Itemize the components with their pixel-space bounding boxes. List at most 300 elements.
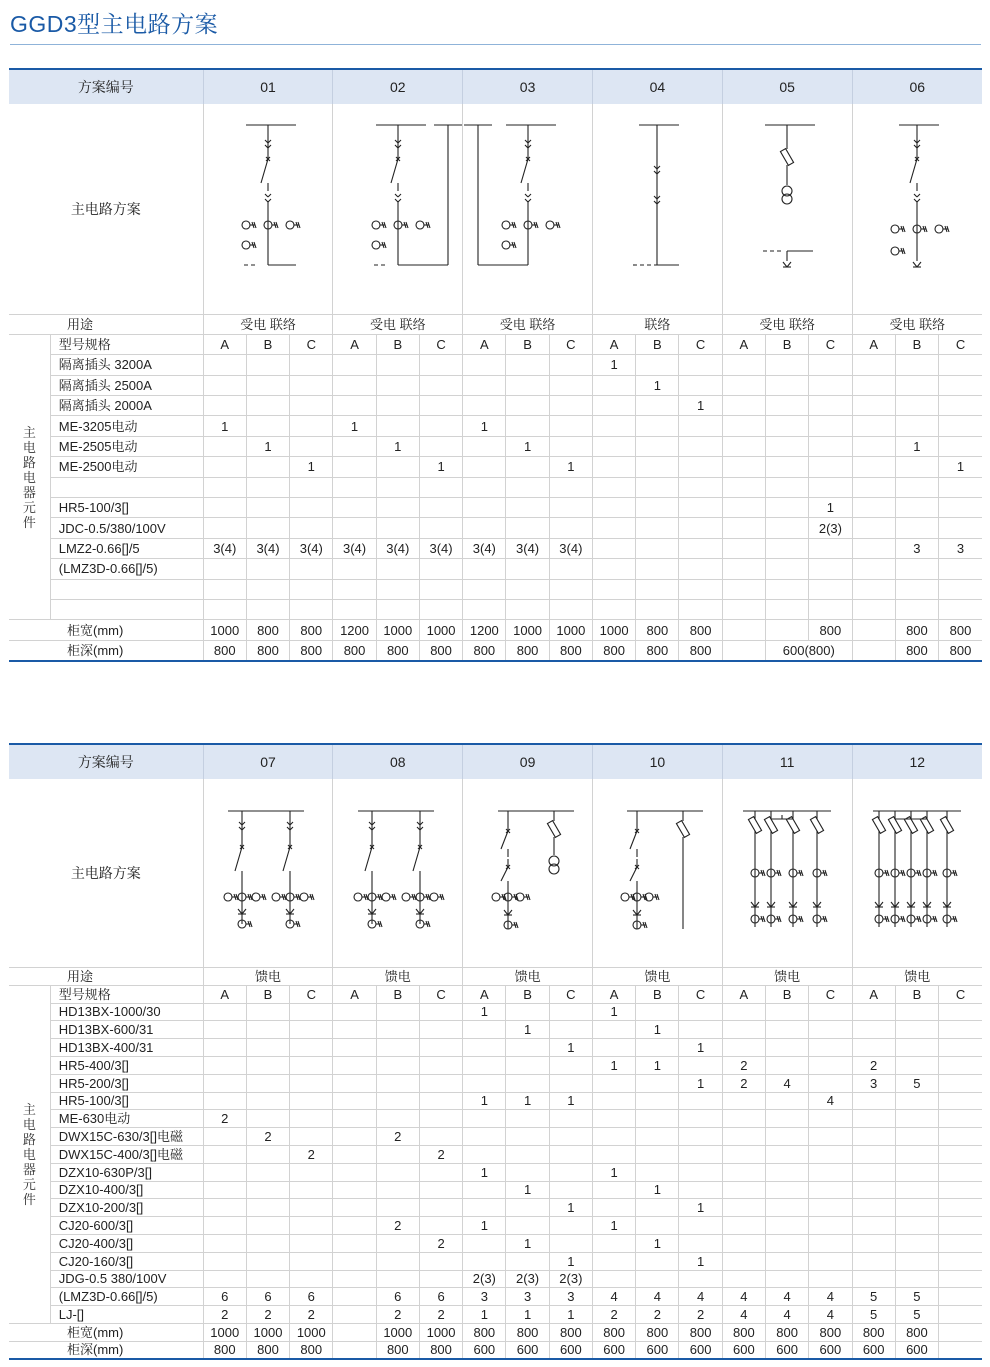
component-name xyxy=(50,599,203,619)
component-qty xyxy=(463,1110,506,1128)
component-qty: 2 xyxy=(679,1306,722,1324)
component-qty xyxy=(939,1270,982,1288)
component-qty xyxy=(939,1074,982,1092)
component-qty xyxy=(419,416,462,436)
component-name: HR5-100/3[] xyxy=(50,1092,203,1110)
component-name: (LMZ3D-0.66[]/5) xyxy=(50,1288,203,1306)
component-qty xyxy=(290,1270,333,1288)
component-qty xyxy=(549,1163,592,1181)
component-qty xyxy=(333,1039,376,1057)
component-qty xyxy=(852,416,895,436)
width-label: 柜宽(mm) xyxy=(9,620,203,640)
component-qty: 4 xyxy=(636,1288,679,1306)
circuit-diagram-01 xyxy=(203,104,333,314)
component-qty xyxy=(852,1003,895,1021)
component-qty xyxy=(809,1217,852,1235)
component-qty xyxy=(852,579,895,599)
component-qty xyxy=(203,396,246,416)
component-qty xyxy=(203,457,246,477)
component-qty xyxy=(419,1021,462,1039)
component-qty xyxy=(506,1110,549,1128)
component-qty xyxy=(333,1110,376,1128)
component-qty xyxy=(636,1270,679,1288)
component-qty xyxy=(463,1145,506,1163)
component-qty: 4 xyxy=(722,1288,765,1306)
component-qty xyxy=(852,1128,895,1146)
component-row xyxy=(9,498,982,518)
component-row xyxy=(9,1145,982,1163)
depth-value: 800 xyxy=(376,1341,419,1359)
width-value: 1000 xyxy=(203,620,246,640)
depth-label: 柜深(mm) xyxy=(9,1341,203,1359)
width-value: 800 xyxy=(549,1323,592,1341)
component-qty xyxy=(679,1217,722,1235)
component-qty xyxy=(463,498,506,518)
component-qty xyxy=(203,498,246,518)
component-qty: 1 xyxy=(246,436,289,456)
component-qty xyxy=(246,477,289,497)
component-qty xyxy=(766,599,809,619)
component-row xyxy=(9,1234,982,1252)
variant-b: B xyxy=(506,334,549,354)
component-qty xyxy=(463,559,506,579)
component-qty xyxy=(549,1145,592,1163)
component-qty xyxy=(895,518,938,538)
component-qty xyxy=(419,559,462,579)
component-qty xyxy=(463,1181,506,1199)
component-qty xyxy=(809,1163,852,1181)
depth-value: 800 xyxy=(246,1341,289,1359)
component-qty xyxy=(419,1199,462,1217)
component-qty xyxy=(419,1039,462,1057)
scheme-no-07: 07 xyxy=(203,745,333,779)
component-qty xyxy=(290,1234,333,1252)
component-qty: 2 xyxy=(376,1217,419,1235)
component-qty xyxy=(290,1163,333,1181)
depth-value xyxy=(333,1341,376,1359)
component-qty xyxy=(722,518,765,538)
component-qty xyxy=(290,1252,333,1270)
width-value xyxy=(722,620,765,640)
component-qty xyxy=(895,1252,938,1270)
component-row xyxy=(9,1092,982,1110)
component-name: HD13BX-400/31 xyxy=(50,1039,203,1057)
component-qty xyxy=(852,1181,895,1199)
component-qty xyxy=(333,355,376,375)
component-qty xyxy=(506,1003,549,1021)
component-name: HR5-200/3[] xyxy=(50,1074,203,1092)
component-qty: 3(4) xyxy=(290,538,333,558)
component-qty xyxy=(376,1039,419,1057)
component-qty xyxy=(636,1163,679,1181)
width-value: 800 xyxy=(636,620,679,640)
depth-value: 800 xyxy=(679,640,722,660)
component-qty xyxy=(809,1145,852,1163)
component-qty xyxy=(636,355,679,375)
width-value: 1000 xyxy=(419,1323,462,1341)
component-qty xyxy=(333,559,376,579)
depth-value: 800 xyxy=(203,1341,246,1359)
component-qty xyxy=(419,355,462,375)
component-qty xyxy=(766,1092,809,1110)
component-qty xyxy=(679,1003,722,1021)
component-qty: 2 xyxy=(419,1145,462,1163)
component-qty xyxy=(290,1039,333,1057)
component-qty: 1 xyxy=(506,1234,549,1252)
component-qty xyxy=(246,1110,289,1128)
usage-10: 馈电 xyxy=(592,968,722,986)
width-value xyxy=(333,1323,376,1341)
component-qty xyxy=(463,1021,506,1039)
component-qty xyxy=(592,416,635,436)
component-qty: 5 xyxy=(852,1306,895,1324)
component-qty xyxy=(722,498,765,518)
component-qty xyxy=(203,1021,246,1039)
component-qty xyxy=(246,1145,289,1163)
component-qty xyxy=(333,375,376,395)
scheme-no-label: 方案编号 xyxy=(9,745,203,779)
component-qty: 2(3) xyxy=(809,518,852,538)
component-qty xyxy=(549,375,592,395)
component-qty xyxy=(722,1181,765,1199)
component-qty xyxy=(766,518,809,538)
component-qty xyxy=(679,375,722,395)
depth-label: 柜深(mm) xyxy=(9,640,203,660)
component-qty xyxy=(419,518,462,538)
component-qty xyxy=(679,579,722,599)
variant-b: B xyxy=(895,985,938,1003)
component-qty xyxy=(333,1270,376,1288)
width-value: 800 xyxy=(636,1323,679,1341)
component-qty xyxy=(419,498,462,518)
component-qty xyxy=(852,1163,895,1181)
component-qty: 2 xyxy=(290,1306,333,1324)
component-qty xyxy=(290,375,333,395)
component-qty xyxy=(766,1021,809,1039)
component-qty xyxy=(463,1199,506,1217)
component-qty xyxy=(203,1074,246,1092)
component-qty xyxy=(679,518,722,538)
component-qty xyxy=(506,579,549,599)
variant-b: B xyxy=(766,334,809,354)
component-row xyxy=(9,518,982,538)
circuit-diagram-06 xyxy=(852,104,982,314)
variant-a: A xyxy=(852,985,895,1003)
component-qty xyxy=(419,396,462,416)
component-row xyxy=(9,599,982,619)
component-qty xyxy=(895,457,938,477)
component-qty xyxy=(290,498,333,518)
component-qty: 1 xyxy=(506,1306,549,1324)
component-qty xyxy=(246,396,289,416)
component-qty xyxy=(592,498,635,518)
component-qty xyxy=(679,599,722,619)
component-qty xyxy=(246,1270,289,1288)
component-qty xyxy=(246,1074,289,1092)
component-qty: 3(4) xyxy=(463,538,506,558)
component-qty xyxy=(246,1163,289,1181)
component-qty xyxy=(419,436,462,456)
component-name: ME-2500电动 xyxy=(50,457,203,477)
component-qty xyxy=(506,1145,549,1163)
width-value: 1200 xyxy=(333,620,376,640)
circuit-diagram-09 xyxy=(463,779,593,968)
component-qty xyxy=(463,375,506,395)
component-qty: 2 xyxy=(722,1074,765,1092)
circuit-diagram-12 xyxy=(852,779,982,968)
depth-value: 600 xyxy=(592,1341,635,1359)
component-qty xyxy=(549,1181,592,1199)
component-qty: 2 xyxy=(246,1128,289,1146)
depth-value: 600 xyxy=(809,1341,852,1359)
component-qty xyxy=(939,416,982,436)
component-qty: 5 xyxy=(895,1306,938,1324)
depth-value: 800 xyxy=(939,640,982,660)
component-row xyxy=(9,375,982,395)
variant-c: C xyxy=(679,334,722,354)
component-qty xyxy=(549,1021,592,1039)
component-qty xyxy=(549,1234,592,1252)
depth-value: 800 xyxy=(506,640,549,660)
component-qty xyxy=(506,1163,549,1181)
usage-label: 用途 xyxy=(9,314,203,334)
component-qty xyxy=(463,436,506,456)
component-qty xyxy=(246,1021,289,1039)
component-qty xyxy=(895,1128,938,1146)
component-row xyxy=(9,1074,982,1092)
component-qty xyxy=(333,1145,376,1163)
scheme-no-01: 01 xyxy=(203,70,333,104)
component-qty xyxy=(766,1217,809,1235)
component-qty xyxy=(419,579,462,599)
component-qty xyxy=(333,1163,376,1181)
variant-a: A xyxy=(722,985,765,1003)
component-qty xyxy=(376,1145,419,1163)
component-qty xyxy=(246,1234,289,1252)
component-qty xyxy=(419,1217,462,1235)
component-qty xyxy=(895,1092,938,1110)
component-qty xyxy=(333,498,376,518)
component-qty xyxy=(766,396,809,416)
component-qty xyxy=(679,1128,722,1146)
component-qty xyxy=(809,1021,852,1039)
header-row xyxy=(9,70,982,104)
component-name: DWX15C-630/3[]电磁 xyxy=(50,1128,203,1146)
component-qty xyxy=(809,355,852,375)
component-qty: 1 xyxy=(463,1163,506,1181)
depth-value xyxy=(852,640,895,660)
scheme-no-06: 06 xyxy=(852,70,982,104)
component-qty: 1 xyxy=(506,1021,549,1039)
usage-row xyxy=(9,968,982,986)
component-qty xyxy=(592,436,635,456)
width-value: 1000 xyxy=(203,1323,246,1341)
component-qty xyxy=(939,1092,982,1110)
variant-c: C xyxy=(419,334,462,354)
component-qty xyxy=(679,355,722,375)
component-qty: 1 xyxy=(506,436,549,456)
component-qty xyxy=(852,1092,895,1110)
component-qty xyxy=(376,498,419,518)
component-qty xyxy=(203,559,246,579)
component-qty: 3(4) xyxy=(506,538,549,558)
component-qty: 3 xyxy=(939,538,982,558)
component-qty xyxy=(333,1234,376,1252)
page-title: GGD3型主电路方案 xyxy=(10,11,219,37)
circuit-label: 主电路方案 xyxy=(9,104,203,314)
component-qty xyxy=(809,1128,852,1146)
component-qty xyxy=(722,1234,765,1252)
width-value xyxy=(852,620,895,640)
component-qty: 1 xyxy=(636,1021,679,1039)
component-qty xyxy=(895,1234,938,1252)
component-qty: 6 xyxy=(376,1288,419,1306)
component-qty xyxy=(463,457,506,477)
component-qty xyxy=(290,1074,333,1092)
component-qty xyxy=(549,355,592,375)
component-qty xyxy=(246,1056,289,1074)
component-qty: 4 xyxy=(766,1306,809,1324)
component-qty xyxy=(592,1092,635,1110)
component-qty xyxy=(722,477,765,497)
component-qty xyxy=(333,1021,376,1039)
component-qty xyxy=(895,1110,938,1128)
component-qty: 4 xyxy=(809,1306,852,1324)
component-name: JDG-0.5 380/100V xyxy=(50,1270,203,1288)
circuit-diagram-10 xyxy=(592,779,722,968)
component-qty xyxy=(506,355,549,375)
component-qty: 1 xyxy=(592,1217,635,1235)
component-row xyxy=(9,1199,982,1217)
component-qty xyxy=(592,518,635,538)
variant-c: C xyxy=(549,334,592,354)
title-divider xyxy=(10,44,981,45)
component-qty: 2 xyxy=(419,1306,462,1324)
component-qty: 5 xyxy=(852,1288,895,1306)
component-qty xyxy=(290,1217,333,1235)
component-qty xyxy=(506,599,549,619)
scheme-no-03: 03 xyxy=(463,70,593,104)
component-row xyxy=(9,1163,982,1181)
variant-c: C xyxy=(419,985,462,1003)
usage-06: 受电 联络 xyxy=(852,314,982,334)
component-qty xyxy=(592,538,635,558)
component-qty xyxy=(809,436,852,456)
width-value: 1000 xyxy=(506,620,549,640)
component-qty xyxy=(722,396,765,416)
usage-12: 馈电 xyxy=(852,968,982,986)
component-qty: 3(4) xyxy=(419,538,462,558)
component-qty xyxy=(333,599,376,619)
component-qty xyxy=(549,1056,592,1074)
component-qty xyxy=(722,355,765,375)
scheme-table-1 xyxy=(9,70,982,662)
component-qty xyxy=(376,1181,419,1199)
component-qty xyxy=(549,579,592,599)
component-qty xyxy=(376,1163,419,1181)
scheme-no-08: 08 xyxy=(333,745,463,779)
component-qty xyxy=(419,599,462,619)
component-qty xyxy=(939,1252,982,1270)
component-qty xyxy=(852,1199,895,1217)
component-qty xyxy=(376,416,419,436)
component-qty xyxy=(679,1021,722,1039)
component-qty xyxy=(766,1039,809,1057)
component-qty xyxy=(852,1145,895,1163)
component-qty xyxy=(290,477,333,497)
variant-c: C xyxy=(939,985,982,1003)
component-name: ME-2505电动 xyxy=(50,436,203,456)
component-qty xyxy=(592,1074,635,1092)
variant-a: A xyxy=(722,334,765,354)
component-qty xyxy=(203,355,246,375)
component-qty xyxy=(679,1145,722,1163)
component-qty xyxy=(203,436,246,456)
component-qty xyxy=(722,599,765,619)
component-qty xyxy=(246,599,289,619)
component-qty: 4 xyxy=(722,1306,765,1324)
component-qty: 3(4) xyxy=(203,538,246,558)
component-qty xyxy=(463,579,506,599)
component-row xyxy=(9,1252,982,1270)
component-qty xyxy=(419,1181,462,1199)
component-qty xyxy=(290,1021,333,1039)
component-name: 隔离插头 3200A xyxy=(50,355,203,375)
component-qty xyxy=(679,1163,722,1181)
component-qty: 1 xyxy=(506,1092,549,1110)
component-qty: 1 xyxy=(636,375,679,395)
component-qty xyxy=(939,1110,982,1128)
component-qty: 1 xyxy=(463,416,506,436)
component-qty xyxy=(895,355,938,375)
component-qty: 1 xyxy=(549,1039,592,1057)
component-qty: 4 xyxy=(592,1288,635,1306)
component-qty xyxy=(333,1003,376,1021)
component-row xyxy=(9,1003,982,1021)
circuit-diagram-row xyxy=(9,104,982,314)
component-qty: 2 xyxy=(419,1234,462,1252)
width-value: 800 xyxy=(809,1323,852,1341)
component-qty xyxy=(809,1056,852,1074)
component-qty xyxy=(636,436,679,456)
depth-value: 600 xyxy=(895,1341,938,1359)
component-qty xyxy=(722,538,765,558)
component-qty: 4 xyxy=(809,1288,852,1306)
component-qty xyxy=(809,1110,852,1128)
component-qty xyxy=(549,1217,592,1235)
width-value: 800 xyxy=(506,1323,549,1341)
component-qty xyxy=(333,1092,376,1110)
variant-a: A xyxy=(463,985,506,1003)
component-qty xyxy=(203,375,246,395)
component-name: (LMZ3D-0.66[]/5) xyxy=(50,559,203,579)
scheme-no-02: 02 xyxy=(333,70,463,104)
variant-a: A xyxy=(592,334,635,354)
component-row xyxy=(9,1021,982,1039)
component-qty: 2(3) xyxy=(463,1270,506,1288)
depth-value: 600 xyxy=(463,1341,506,1359)
component-qty xyxy=(290,1056,333,1074)
component-qty xyxy=(506,1128,549,1146)
component-qty xyxy=(809,559,852,579)
component-qty: 6 xyxy=(246,1288,289,1306)
component-qty xyxy=(203,1217,246,1235)
component-qty: 1 xyxy=(895,436,938,456)
component-qty xyxy=(939,436,982,456)
component-qty xyxy=(636,396,679,416)
component-qty xyxy=(549,498,592,518)
component-qty xyxy=(852,375,895,395)
